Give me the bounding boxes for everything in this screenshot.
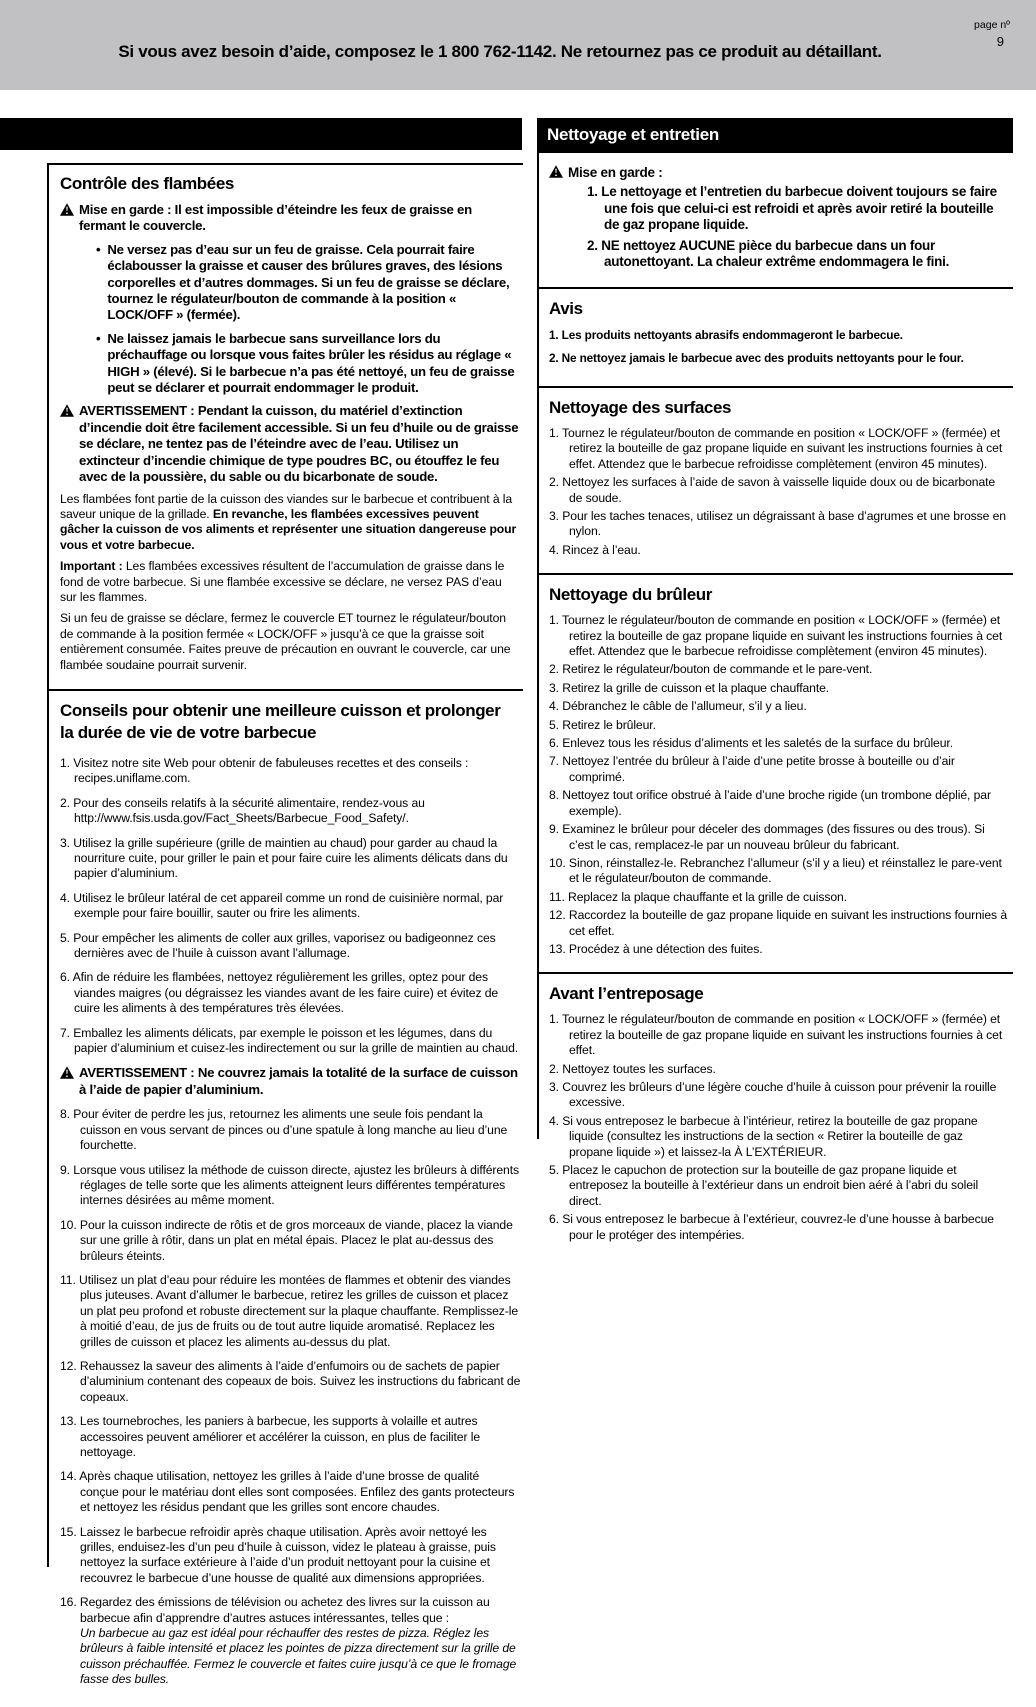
bullet-icon: • [96, 330, 101, 346]
list-item: 6. Enlevez tous les résidus d’aliments et les saletés de la surface du brûleur. [549, 736, 953, 751]
section-title: Contrôle des flambées [60, 174, 234, 193]
caution-bullet-list [96, 242, 521, 397]
paragraph-lead: Important : [60, 559, 123, 574]
list-item-italic-text: Un barbecue au gaz est idéal pour réchauffer des restes de pizza. Réglez les brûleurs à faible intensité et placez les pointes de pizza directement sur la grille de cuisson préchauffée. Fermez le couvercle et faites cuire jusqu’à ce que le fromage fasse des bulles. [80, 1626, 517, 1687]
tips-list [60, 756, 521, 1057]
list-item: 1. Tournez le régulateur/bouton de commande en position « LOCK/OFF » (fermée) et retirez la bouteille de gaz propane liquide en suivant les instructions fournies à cet effet. Attendez que le barbecue refroidisse complètement (environ 45 minutes). [549, 425, 1003, 471]
list-item: 5. Retirez le brûleur. [549, 717, 656, 732]
right-section-bar [537, 118, 1013, 153]
list-item: 4. Débranchez le câble de l’allumeur, s’il y a lieu. [549, 699, 807, 714]
list-item: 10. Pour la cuisson indirecte de rôtis et de gros morceaux de viande, placez la viande sur une grille à rôtir, dans un plat en métal épais. Placez le plat au-dessus des brûleurs éteints. [60, 1217, 513, 1263]
list-item: 6. Afin de réduire les flambées, nettoyez régulièrement les grilles, optez pour des viandes maigres (ou dégraissez les viandes avant de les faire cuire) et évitez de cuire les aliments à des températures très élevées. [60, 970, 499, 1016]
list-item: 3. Utilisez la grille supérieure (grille de maintien au chaud) pour garder au chaud la nourriture cuite, pour griller le pain et pour faire cuire les aliments délicats dans du papier d’aluminium. [60, 835, 508, 881]
list-item: 3. Retirez la grille de cuisson et la plaque chauffante. [549, 680, 830, 695]
paragraph [60, 559, 521, 605]
page-header [0, 0, 1036, 90]
left-section-bar [0, 118, 522, 150]
section-title: Conseils pour obtenir une meilleure cuisson et prolonger la durée de vie de votre barbecue [60, 700, 501, 742]
section-notice [539, 289, 1013, 388]
list-item: 10. Sinon, réinstallez-le. Rebranchez l’allumeur (s’il y a lieu) et réinstallez le pare-vent et le régulateur/bouton de commande. [549, 855, 1002, 886]
list-item: 1. Le nettoyage et l’entretien du barbecue doivent toujours se faire une fois que celui-ci est refroidi et après avoir retiré la bouteille de gaz propane liquide. [587, 184, 997, 233]
section-before-storage [539, 974, 1013, 1258]
list-item: 2. Nettoyez les surfaces à l’aide de savon à vaisselle liquide doux ou de bicarbonate de soude. [549, 475, 996, 505]
page-number: 9 [996, 33, 1004, 49]
paragraph-bold-text: En revanche, les flambées excessives peuvent gâcher la cuisson de vos aliments et représenter une situation dangereuse pour vous et votre barbecue. [60, 506, 517, 552]
list-item: 15. Laissez le barbecue refroidir après chaque utilisation. Après avoir nettoyé les grilles, enduisez-les d’un peu d’huile à cuisson, videz le plateau à graisse, puis nettoyez la surface extérieure à l’aide d’un produit nettoyant pour la cuisine et recouvrez le barbecue d’une housse de qualité aux dimensions appropriées. [60, 1524, 496, 1585]
list-item [96, 331, 521, 397]
caution-block [549, 165, 1009, 180]
section-burner-cleaning [539, 575, 1013, 974]
paragraph: Si un feu de graisse se déclare, fermez le couvercle ET tournez le régulateur/bouton de commande à la position fermée « LOCK/OFF » jusqu’à ce que la graisse soit entièrement consumée. Faites preuve de précaution en ouvrant le couvercle, car une flambée soudaine pourrait survenir. [60, 611, 511, 672]
page-number-block [974, 20, 1010, 49]
list-item: 9. Lorsque vous utilisez la méthode de cuisson directe, ajustez les brûleurs à différents réglages de telle sorte que les aliments atteignent leurs différentes températures internes désirées au même moment. [60, 1162, 519, 1208]
list-item: 1. Visitez notre site Web pour obtenir de fabuleuses recettes et des conseils : recipes.uniflame.com. [60, 755, 469, 786]
warning-icon [549, 165, 563, 180]
list-item: 4. Si vous entreposez le barbecue à l’intérieur, retirez la bouteille de gaz propane liquide (consultez les instructions de la section « Retirer la bouteille de gaz propane liquide ») et laissez-la À L’EXTÉRIEUR. [549, 1113, 978, 1159]
caution-list [587, 184, 1009, 271]
list-item: 8. Pour éviter de perdre les jus, retournez les aliments une seule fois pendant la cuisson en vous servant de pinces ou d’une spatule à long manche au lieu d’une fourchette. [60, 1107, 508, 1153]
section-surface-cleaning [539, 388, 1013, 575]
left-column [47, 163, 523, 1687]
help-line: Si vous avez besoin d’aide, composez le 1 800 762-1142. Ne retournez pas ce produit au détaillant. [118, 42, 882, 61]
warning-text: AVERTISSEMENT : Ne couvrez jamais la totalité de la surface de cuisson à l’aide de papier d’aluminium. [79, 1065, 518, 1097]
list-item: 1. Tournez le régulateur/bouton de commande en position « LOCK/OFF » (fermée) et retirez la bouteille de gaz propane liquide en suivant les instructions fournies à cet effet. Attendez que le barbecue refroidisse complètement (environ 45 minutes). [549, 613, 1003, 659]
list-item [60, 1595, 521, 1687]
bullet-text: Ne laissez jamais le barbecue sans surveillance lors du préchauffage ou lorsque vous faites brûler les résidus au réglage « HIGH » (élevé). Si le barbecue n’a pas été nettoyé, un feu de graisse peut se déclarer et pourrait endommager le produit. [107, 330, 515, 396]
bullet-text: Ne versez pas d’eau sur un feu de graisse. Cela pourrait faire éclabousser la graisse et causer des brûlures graves, des lésions corporelles et d’autres dommages. Si un feu de graisse se déclare, tournez le régulateur/bouton de commande à la position « LOCK/OFF » (fermée). [107, 241, 510, 323]
list-item: 4. Utilisez le brûleur latéral de cet appareil comme un rond de cuisinière normal, par exemple pour faire bouillir, sauter ou frire les aliments. [60, 890, 504, 921]
list-item: 9. Examinez le brûleur pour déceler des dommages (des fissures ou des trous). Si c’est le cas, remplacez-le par un nouveau brûleur du fabricant. [549, 822, 985, 852]
list-item: 13. Procédez à une détection des fuites. [549, 941, 763, 956]
surface-cleaning-list [549, 426, 1007, 558]
section-caution [539, 153, 1013, 289]
list-item: 1. Les produits nettoyants abrasifs endommageront le barbecue. [549, 327, 903, 342]
bullet-icon: • [96, 241, 101, 257]
list-item: 5. Pour empêcher les aliments de coller aux grilles, vaporisez ou badigeonnez ces dernières avec de l’huile à cuisson avant l’allumage. [60, 930, 496, 961]
paragraph [60, 492, 521, 554]
list-item: 2. Ne nettoyez jamais le barbecue avec des produits nettoyants pour le four. [549, 350, 964, 365]
caution-block [60, 202, 521, 235]
storage-list [549, 1012, 1007, 1243]
caution-text: Mise en garde : Il est impossible d’éteindre les feux de graisse en fermant le couvercle. [79, 202, 472, 234]
section-title: Nettoyage du brûleur [549, 585, 712, 605]
section-title: Nettoyage des surfaces [549, 397, 732, 417]
list-item: 5. Placez le capuchon de protection sur la bouteille de gaz propane liquide et entreposez la bouteille à l’extérieur dans un endroit bien aéré à l’abri du soleil direct. [549, 1163, 979, 1208]
list-item: 8. Nettoyez tout orifice obstrué à l’aide d’une broche rigide (un trombone déplié, par exemple). [549, 788, 991, 818]
list-item: 11. Replacez la plaque chauffante et la grille de cuisson. [549, 889, 847, 904]
list-item: 13. Les tournebroches, les paniers à barbecue, les supports à volaille et autres accessoires peuvent améliorer et accélérer la cuisson, en plus de faciliter le nettoyage. [60, 1414, 481, 1459]
list-item: 4. Rincez à l’eau. [549, 542, 641, 557]
section-title: Avis [549, 298, 583, 318]
page-number-label: page nº [974, 19, 1010, 31]
list-item: 11. Utilisez un plat d’eau pour réduire les montées de flammes et obtenir des viandes plus juteuses. Avant d’allumer le barbecue, retirez les grilles de cuisson et placez un plat peu profond et robuste directement sur la plaque chauffante. Remplissez-le à moitié d’eau, de jus de fruits ou de tout autre liquide aromatisé. Replacez les grilles de cuisson et placez les aliments au-dessus du plat. [60, 1272, 519, 1349]
list-item: 2. Pour des conseils relatifs à la sécurité alimentaire, rendez-vous au http://www.fsis.usda.gov/Fact_Sheets/Barbecue_Food_Safety/. [60, 795, 425, 826]
list-item-text: 16. Regardez des émissions de télévision ou achetez des livres sur la cuisson au barbecue afin d’apprendre d’autres astuces intéressantes, telles que : [60, 1595, 490, 1625]
burner-cleaning-list [549, 613, 1007, 957]
warning-block [60, 1065, 521, 1098]
caution-lead: Mise en garde : [568, 165, 663, 180]
list-item: 14. Après chaque utilisation, nettoyez les grilles à l’aide d’une brosse de qualité conçue pour le matériau dont elles sont composées. Enfilez des gants protecteurs et nettoyez les résidus pendant que les grilles sont encore chaudes. [60, 1469, 515, 1515]
tips-list-continued [60, 1107, 521, 1687]
list-item: 7. Nettoyez l’entrée du brûleur à l’aide d’une petite brosse à bouteille ou d’air comprimé. [549, 754, 955, 784]
warning-icon [60, 1066, 74, 1098]
notice-list [549, 328, 1009, 365]
warning-block [60, 403, 521, 485]
list-item: 1. Tournez le régulateur/bouton de commande en position « LOCK/OFF » (fermée) et retirez la bouteille de gaz propane liquide en suivant les instructions fournies à cet effet. [549, 1012, 1003, 1058]
section-cooking-tips [49, 689, 523, 1707]
list-item: 2. Retirez le régulateur/bouton de commande et le pare-vent. [549, 662, 873, 677]
list-item: 2. Nettoyez toutes les surfaces. [549, 1061, 716, 1076]
warning-icon [60, 203, 74, 235]
section-title: Avant l’entreposage [549, 984, 704, 1004]
list-item [96, 242, 521, 324]
right-bar-title: Nettoyage et entretien [547, 125, 719, 144]
right-column [537, 153, 1013, 1242]
section-flareup-control [49, 163, 523, 689]
warning-icon [60, 404, 74, 485]
list-item: 12. Raccordez la bouteille de gaz propane liquide en suivant les instructions fournies à cet effet. [549, 908, 1007, 938]
list-item: 3. Pour les taches tenaces, utilisez un dégraissant à base d’agrumes et une brosse en nylon. [549, 509, 1006, 539]
list-item: 6. Si vous entreposez le barbecue à l’extérieur, couvrez-le d’une housse à barbecue pour le protéger des intempéries. [549, 1212, 994, 1242]
list-item: 12. Rehaussez la saveur des aliments à l’aide d’enfumoirs ou de sachets de papier d’aluminium contenant des copeaux de bois. Suivez les instructions du fabricant de copeaux. [60, 1358, 521, 1404]
list-item: 2. NE nettoyez AUCUNE pièce du barbecue dans un four autonettoyant. La chaleur extrême endommagera le fini. [587, 237, 950, 270]
paragraph-text: Les flambées font partie de la cuisson des viandes sur le barbecue et contribuent à la saveur unique de la grillade. [60, 491, 513, 521]
warning-text: AVERTISSEMENT : Pendant la cuisson, du matériel d’extinction d’incendie doit être facilement accessible. Si un feu d’huile ou de graisse se déclare, ne tentez pas de l’éteindre avec de l’eau. Utilisez un extincteur d’incendie chimique de type poudres BC, ou étouffez le feu avec de la poussière, du sable ou du bicarbonate de soude. [79, 403, 519, 485]
list-item: 7. Emballez les aliments délicats, par exemple le poisson et les légumes, dans du papier d’aluminium et cuisez-les indirectement ou sur la grille de maintien au chaud. [60, 1025, 519, 1056]
paragraph-text: Les flambées excessives résultent de l’accumulation de graisse dans le fond de votre barbecue. Si une flambée excessive se déclare, ne versez PAS d’eau sur les flammes. [60, 559, 505, 604]
list-item: 3. Couvrez les brûleurs d’une légère couche d’huile à cuisson pour prévenir la rouille excessive. [549, 1079, 997, 1110]
